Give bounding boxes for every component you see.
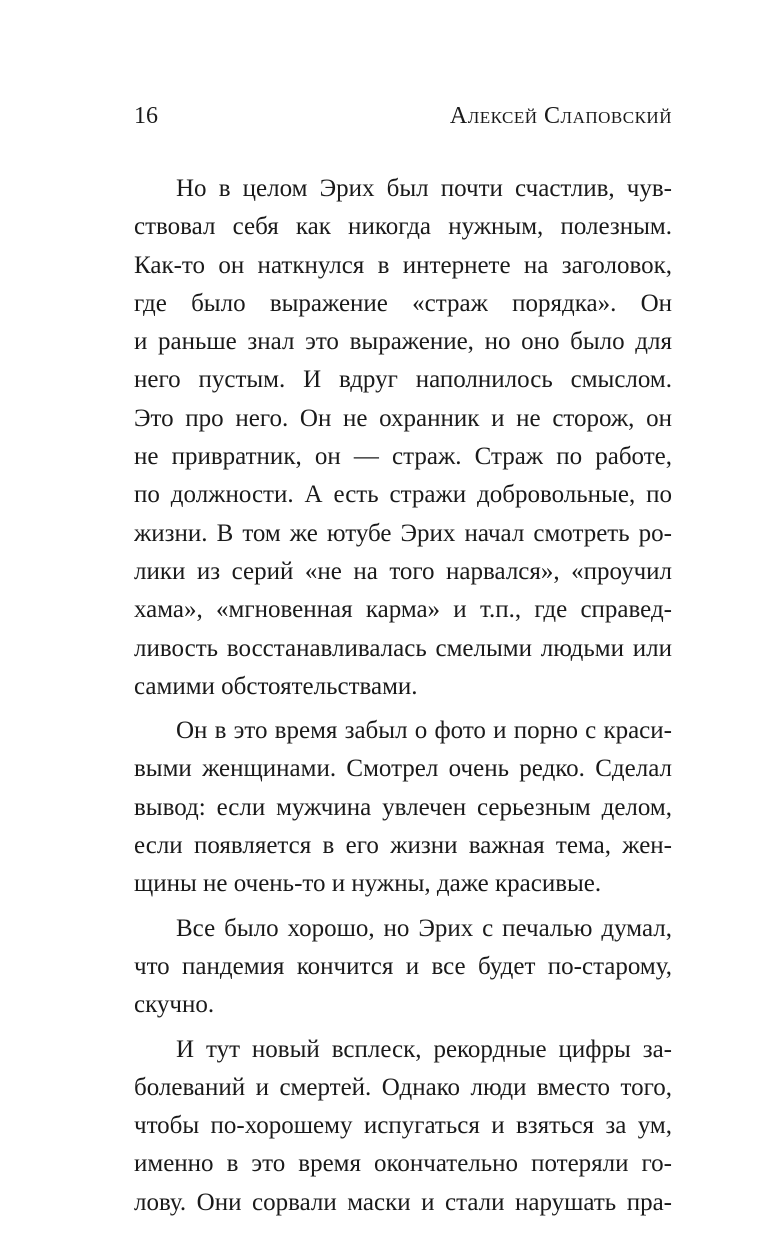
text-line: Все было хорошо, но Эрих с печалью думал, xyxy=(176,914,672,942)
text-line: Это про него. Он не охранник и не сторож, он xyxy=(134,404,672,432)
paragraph xyxy=(134,910,672,1025)
text-line: что пандемия кончится и все будет по-старому, xyxy=(134,952,672,980)
text-line: именно в это время окончательно потеряли го- xyxy=(134,1150,672,1178)
text-line: и раньше знал это выражение, но оно было для xyxy=(134,328,672,356)
running-head-author: Алексей Слаповский xyxy=(449,103,672,129)
text-line: Как-то он наткнулся в интернете на заголовок, xyxy=(134,251,672,279)
text-line: если появляется в его жизни важная тема, жен- xyxy=(134,832,672,860)
text-line: жизни. В том же ютубе Эрих начал смотреть ро- xyxy=(134,519,672,547)
text-line: Он в это время забыл о фото и порно с краси- xyxy=(176,717,672,745)
text-line: вывод: если мужчина увлечен серьезным делом, xyxy=(134,793,672,821)
text-line: чтобы по-хорошему испугаться и взяться за ум, xyxy=(134,1112,672,1140)
running-head xyxy=(134,100,672,132)
text-line: хама», «мгновенная карма» и т.п., где справед- xyxy=(134,596,672,624)
text-line: И тут новый всплеск, рекордные цифры за- xyxy=(176,1035,672,1063)
text-line: лики из серий «не на того нарвался», «проучил xyxy=(134,557,672,585)
text-line: ствовал себя как никогда нужным, полезным. xyxy=(134,213,672,241)
text-line: лову. Они сорвали маски и стали нарушать пра- xyxy=(134,1188,672,1216)
text-line: него пустым. И вдруг наполнилось смыслом. xyxy=(134,366,672,394)
text-line: щины не очень-то и нужны, даже красивые. xyxy=(134,870,602,898)
text-line: не привратник, он — страж. Страж по работе, xyxy=(134,443,672,471)
text-line: самими обстоятельствами. xyxy=(134,672,418,700)
text-line: скучно. xyxy=(134,991,215,1019)
paragraph xyxy=(134,712,672,903)
text-line: ливость восстанавливалась смелыми людьми или xyxy=(134,634,672,662)
paragraph xyxy=(134,170,672,706)
text-line: выми женщинами. Смотрел очень редко. Сделал xyxy=(134,755,672,783)
page-number: 16 xyxy=(134,103,158,129)
text-line: по должности. А есть стражи добровольные, по xyxy=(134,481,672,509)
text-line: Но в целом Эрих был почти счастлив, чув- xyxy=(176,175,672,202)
text-line: где было выражение «страж порядка». Он xyxy=(134,289,672,317)
paragraph xyxy=(134,1031,672,1222)
body-text xyxy=(134,170,672,1222)
text-line: болеваний и смертей. Однако люди вместо того, xyxy=(134,1073,672,1101)
